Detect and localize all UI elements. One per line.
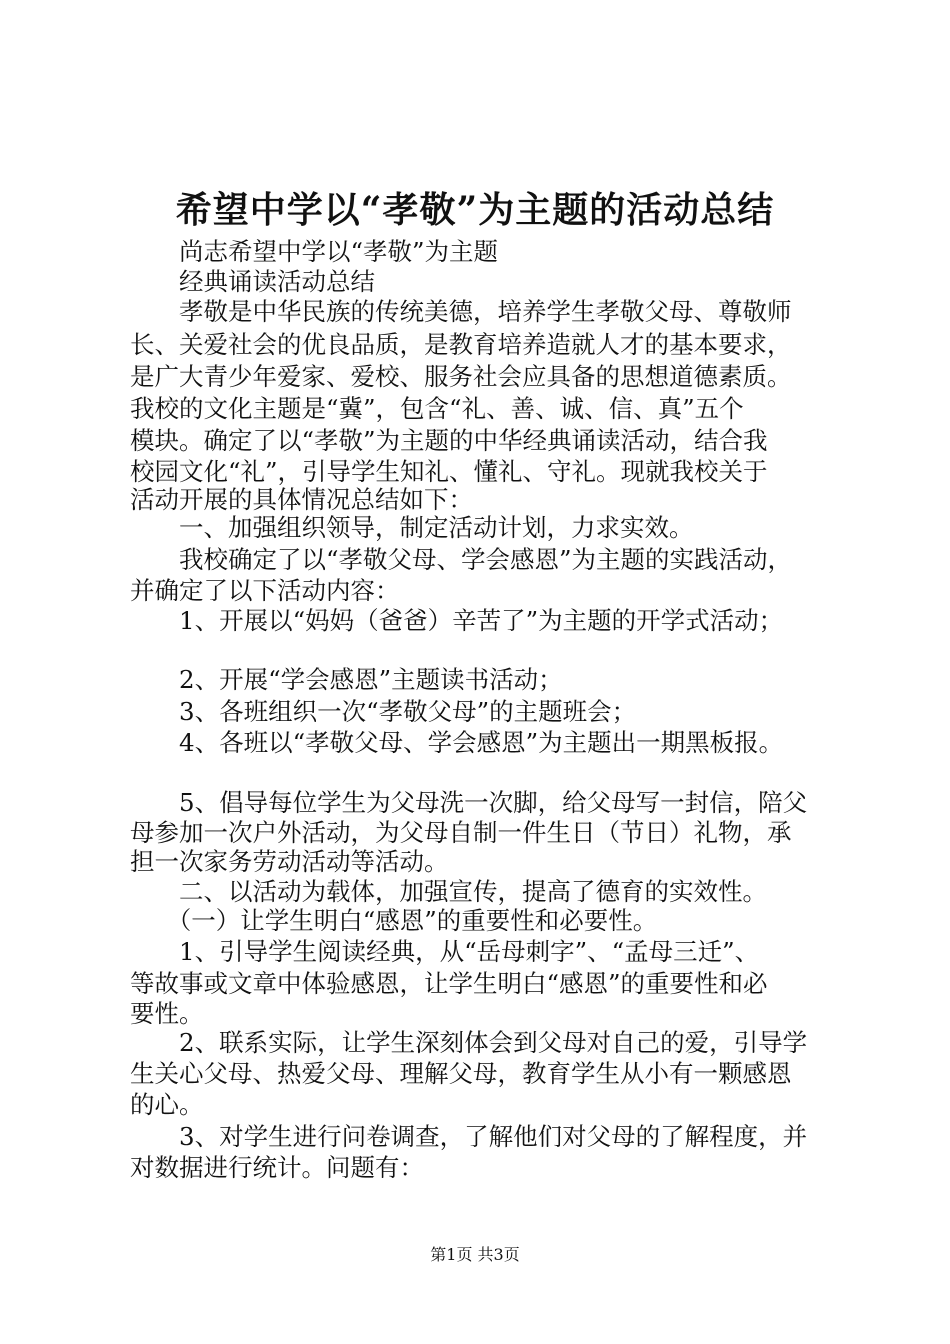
text-line: 2、开展“学会感恩”主题读书活动； (130, 665, 563, 694)
text-line: 等故事或文章中体验感恩，让学生明白“感恩”的重要性和必 (130, 969, 768, 998)
document-title: 希望中学以“孝敬”为主题的活动总结 (175, 189, 775, 231)
text-line: 活动开展的具体情况总结如下： (130, 485, 473, 514)
text-line: 我校的文化主题是“冀”，包含“礼、善、诚、信、真”五个 (130, 394, 744, 423)
text-line: 的心。 (130, 1090, 204, 1119)
text-line: 3、对学生进行问卷调查，了解他们对父母的了解程度，并 (130, 1122, 808, 1151)
text-line: 担一次家务劳动活动等活动。 (130, 847, 449, 876)
text-line: 4、各班以“孝敬父母、学会感恩”为主题出一期黑板报。 (130, 728, 784, 757)
text-line: 长、关爱社会的优良品质，是教育培养造就人才的基本要求， (130, 330, 792, 359)
text-line: 经典诵读活动总结 (130, 267, 375, 296)
text-line: 模块。确定了以“孝敬”为主题的中华经典诵读活动，结合我 (130, 426, 768, 455)
text-line: 要性。 (130, 999, 204, 1028)
text-line: 孝敬是中华民族的传统美德，培养学生孝敬父母、尊敬师 (130, 297, 792, 326)
text-line: 5、倡导每位学生为父母洗一次脚，给父母写一封信，陪父 (130, 788, 808, 817)
text-line: 是广大青少年爱家、爱校、服务社会应具备的思想道德素质。 (130, 362, 792, 391)
text-line: 一、加强组织领导，制定活动计划，力求实效。 (130, 513, 694, 542)
text-line: 校园文化“礼”，引导学生知礼、懂礼、守礼。现就我校关于 (130, 457, 768, 486)
text-line: 1、开展以“妈妈（爸爸）辛苦了”为主题的开学式活动； (130, 606, 784, 635)
text-line: 我校确定了以“孝敬父母、学会感恩”为主题的实践活动， (130, 545, 793, 574)
text-line: （一）让学生明白“感恩”的重要性和必要性。 (130, 906, 658, 935)
text-line: 母参加一次户外活动，为父母自制一件生日（节日）礼物，承 (130, 818, 792, 847)
text-line: 1、引导学生阅读经典，从“岳母刺字”、“孟母三迁”、 (130, 937, 760, 966)
text-line: 对数据进行统计。问题有： (130, 1153, 424, 1182)
page-number: 第1页 共3页 (430, 1245, 520, 1264)
text-line: 生关心父母、热爱父母、理解父母，教育学生从小有一颗感恩 (130, 1059, 792, 1088)
text-line: 二、以活动为载体，加强宣传，提高了德育的实效性。 (130, 877, 767, 906)
text-line: 尚志希望中学以“孝敬”为主题 (130, 237, 499, 266)
text-line: 2、联系实际，让学生深刻体会到父母对自己的爱，引导学 (130, 1028, 808, 1057)
text-line: 3、各班组织一次“孝敬父母”的主题班会； (130, 697, 637, 726)
text-line: 并确定了以下活动内容： (130, 576, 400, 605)
